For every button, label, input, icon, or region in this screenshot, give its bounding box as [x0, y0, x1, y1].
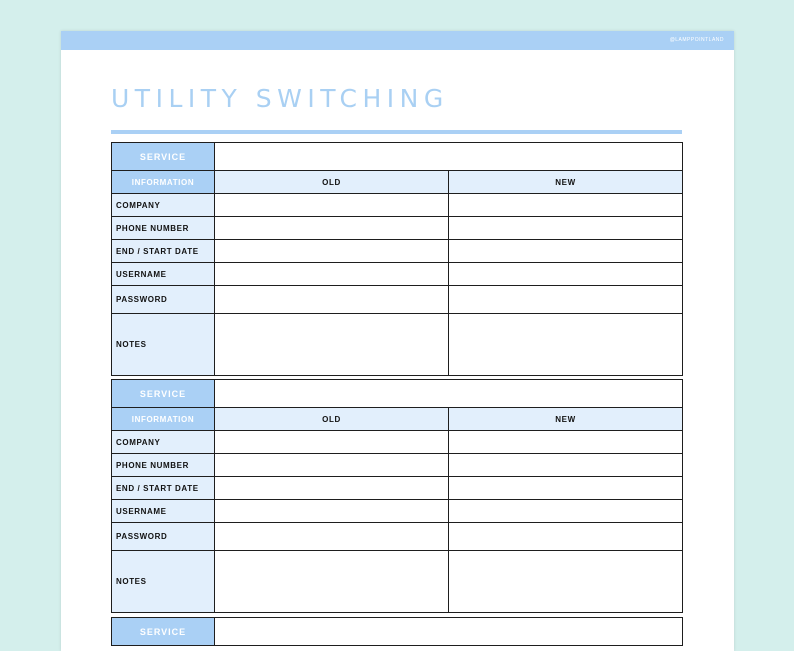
new-date-field[interactable] [449, 240, 683, 263]
old-notes-field[interactable] [215, 314, 449, 376]
old-password-field[interactable] [215, 286, 449, 314]
row-label-phone-number: PHONE NUMBER [112, 217, 215, 240]
old-phone-field[interactable] [215, 454, 449, 477]
new-notes-field[interactable] [449, 314, 683, 376]
old-company-field[interactable] [215, 431, 449, 454]
row-label-notes: NOTES [112, 551, 215, 613]
row-label-username: USERNAME [112, 500, 215, 523]
brand-handle: @LAMPPOINTLAND [669, 37, 724, 43]
old-column-header: OLD [215, 408, 449, 431]
old-column-header: OLD [215, 171, 449, 194]
old-notes-field[interactable] [215, 551, 449, 613]
row-label-company: COMPANY [112, 194, 215, 217]
top-banner [61, 31, 734, 50]
new-company-field[interactable] [449, 194, 683, 217]
row-label-password: PASSWORD [112, 286, 215, 314]
row-label-end-start-date: END / START DATE [112, 240, 215, 263]
service-name-field[interactable] [215, 380, 683, 408]
old-username-field[interactable] [215, 263, 449, 286]
new-date-field[interactable] [449, 477, 683, 500]
new-column-header: NEW [449, 408, 683, 431]
new-column-header: NEW [449, 171, 683, 194]
new-notes-field[interactable] [449, 551, 683, 613]
service-name-field[interactable] [215, 618, 683, 646]
row-label-password: PASSWORD [112, 523, 215, 551]
row-label-phone-number: PHONE NUMBER [112, 454, 215, 477]
new-username-field[interactable] [449, 263, 683, 286]
page-title: UTILITY SWITCHING [111, 84, 449, 113]
old-password-field[interactable] [215, 523, 449, 551]
old-username-field[interactable] [215, 500, 449, 523]
old-date-field[interactable] [215, 240, 449, 263]
service-label: SERVICE [112, 618, 215, 646]
planner-page [61, 31, 734, 651]
new-password-field[interactable] [449, 286, 683, 314]
service-name-field[interactable] [215, 143, 683, 171]
service-table-1 [111, 142, 683, 376]
service-label: SERVICE [112, 380, 215, 408]
service-table-2 [111, 379, 683, 613]
row-label-end-start-date: END / START DATE [112, 477, 215, 500]
information-header: INFORMATION [112, 171, 215, 194]
row-label-username: USERNAME [112, 263, 215, 286]
title-divider [111, 130, 682, 134]
old-company-field[interactable] [215, 194, 449, 217]
row-label-notes: NOTES [112, 314, 215, 376]
information-header: INFORMATION [112, 408, 215, 431]
service-table-3 [111, 617, 683, 646]
new-company-field[interactable] [449, 431, 683, 454]
new-password-field[interactable] [449, 523, 683, 551]
new-phone-field[interactable] [449, 217, 683, 240]
service-label: SERVICE [112, 143, 215, 171]
old-phone-field[interactable] [215, 217, 449, 240]
old-date-field[interactable] [215, 477, 449, 500]
row-label-company: COMPANY [112, 431, 215, 454]
new-phone-field[interactable] [449, 454, 683, 477]
new-username-field[interactable] [449, 500, 683, 523]
